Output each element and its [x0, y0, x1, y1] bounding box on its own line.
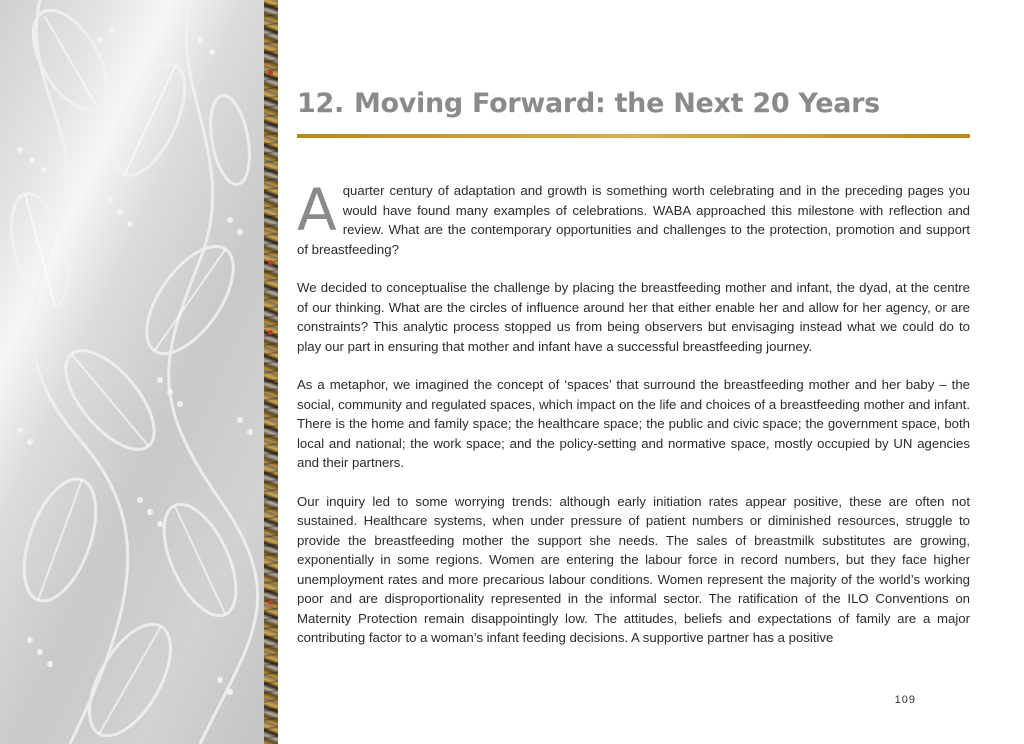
chapter-heading	[297, 88, 880, 119]
paragraph-text: quarter century of adaptation and growth is something worth celebrating and in the preceding pages you would have found many examples of celebrations. WABA approached this milestone with reflection and review. What are the contemporary opportunities and challenges to the protection, promotion and support of breastfeeding?	[297, 183, 970, 257]
strip-dot	[268, 260, 273, 265]
body-text	[297, 176, 970, 667]
decorative-leaf-pattern	[0, 0, 264, 744]
paragraph-1	[297, 176, 970, 259]
decorative-border-strip	[264, 0, 278, 744]
heading-rule	[297, 134, 970, 138]
chapter-number: 12.	[297, 88, 344, 119]
paragraph-2: We decided to conceptualise the challenge by placing the breastfeeding mother and infant, the dyad, at the centre of our thinking. What are the circles of influence around her that either enable her and allow for her agency, or are constraints? This analytic process stopped us from being observers but envisaging instead what we could do to play our part in ensuring that mother and infant have a successful breastfeeding journey.	[297, 280, 970, 354]
page-number: 109	[894, 694, 916, 706]
chapter-title: Moving Forward: the Next 20 Years	[353, 88, 880, 119]
strip-dot	[268, 600, 273, 605]
strip-dot	[268, 70, 273, 75]
drop-cap: A	[297, 176, 337, 244]
leaf-pattern-graphic	[0, 0, 264, 744]
page-content	[297, 0, 970, 744]
paragraph-4: Our inquiry led to some worrying trends: although early initiation rates appear positive, these are often not sustained. Healthcare systems, when under pressure of patient numbers or diminished resources, struggle to provide the breastfeeding mother the support she needs. The sales of breastmilk substitutes are growing, exponentially in some regions. Women are entering the labour force in record numbers, but they face higher unemployment rates and more precarious labour conditions. Women represent the majority of the world’s working poor and are disproportionality represented in the informal sector. The ratification of the ILO Conventions on Maternity Protection remain disappointingly low. The attitudes, beliefs and expectations of family are a major contributing factor to a woman’s infant feeding decisions. A supportive partner has a positive	[297, 493, 970, 645]
strip-dot	[268, 330, 273, 335]
paragraph-3: As a metaphor, we imagined the concept of ‘spaces’ that surround the breastfeeding mother and her baby – the social, community and regulated spaces, which impact on the life and choices of a breastfeeding mother and infant. There is the home and family space; the healthcare space; the public and civic space; the government space, both local and national; the work space; and the policy-setting and normative space, mostly occupied by UN agencies and their partners.	[297, 377, 970, 470]
